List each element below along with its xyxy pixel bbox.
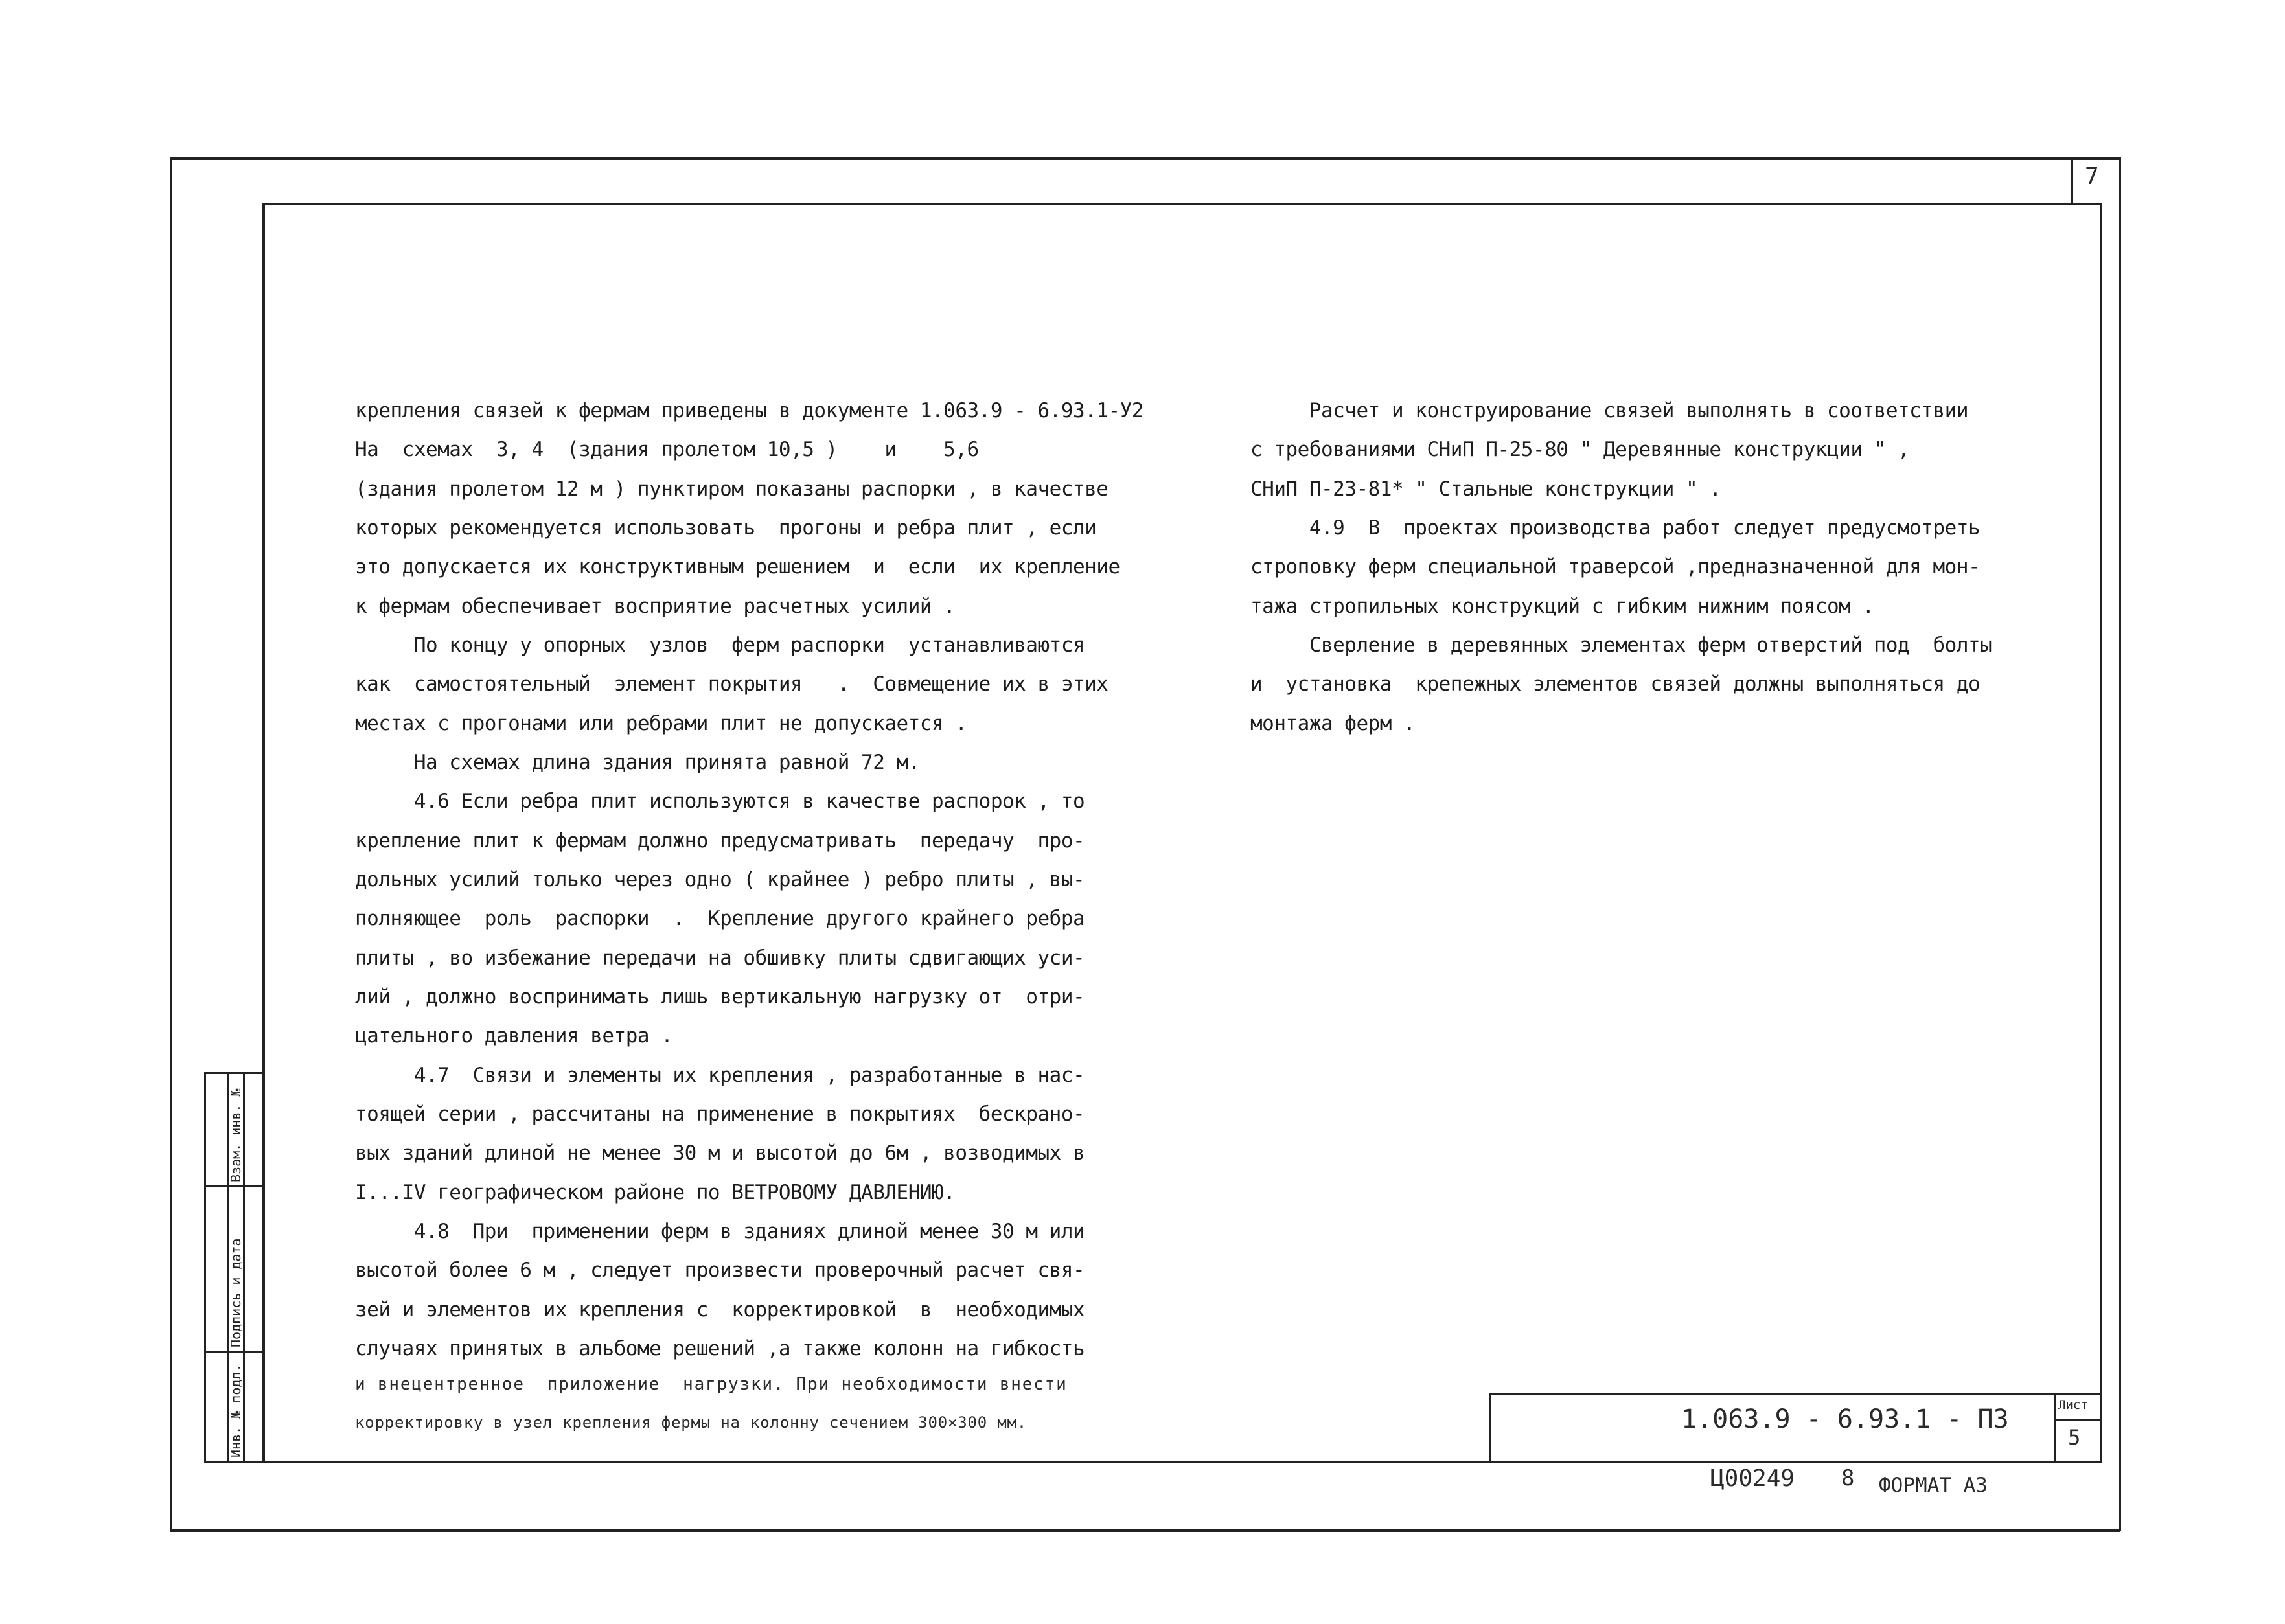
text-line: I...IV географическом районе по ВЕТРОВОМУ ДАВЛЕНИЮ. bbox=[355, 1181, 956, 1204]
text-line: По концу у опорных узлов ферм распорки устанавливаются bbox=[355, 634, 1085, 657]
title-block-sheet-sep bbox=[2054, 1419, 2102, 1421]
text-line: цательного давления ветра . bbox=[355, 1024, 673, 1047]
copy-number: 8 bbox=[1841, 1465, 1855, 1491]
text-line: случаях принятых в альбоме решений ,а также колонн на гибкость bbox=[355, 1337, 1085, 1360]
inner-frame-right bbox=[2100, 203, 2102, 1463]
outer-frame-right bbox=[2119, 157, 2121, 1531]
text-line: лий , должно воспринимать лишь вертикальную нагрузку от отри- bbox=[355, 985, 1085, 1009]
format-label: ФОРМАТ А3 bbox=[1879, 1474, 1988, 1497]
text-line: тоящей серии , рассчитаны на применение в покрытиях бескрано- bbox=[355, 1103, 1085, 1126]
archive-number: Ц00249 bbox=[1710, 1465, 1795, 1492]
text-line: строповку ферм специальной траверсой ,предназначенной для мон- bbox=[1250, 555, 1981, 578]
sheet-number-top: 7 bbox=[2085, 163, 2099, 190]
stamp-top-line bbox=[204, 1072, 264, 1074]
text-line: зей и элементов их крепления с корректировкой в необходимых bbox=[355, 1298, 1085, 1321]
text-line: и установка крепежных элементов связей должны выполняться до bbox=[1250, 672, 1981, 696]
text-line: местах с прогонами или ребрами плит не допускается . bbox=[355, 712, 967, 735]
inner-frame-top bbox=[262, 203, 2102, 205]
text-line: вых зданий длиной не менее 30 м и высотой до 6м , возводимых в bbox=[355, 1141, 1085, 1165]
text-line: На схемах длина здания принята равной 72 м. bbox=[355, 751, 920, 774]
text-line: Расчет и конструирование связей выполнять в соответствии bbox=[1250, 399, 1968, 422]
title-block-sheet-divider bbox=[2054, 1393, 2056, 1463]
text-line: крепление плит к фермам должно предусматривать передачу про- bbox=[355, 829, 1085, 852]
text-line: 4.8 При применении ферм в зданиях длиной менее 30 м или bbox=[355, 1220, 1085, 1243]
title-block-left bbox=[1489, 1393, 1491, 1463]
handwritten-line: и внецентренное приложение нагрузки. При необходимости внести bbox=[355, 1375, 1068, 1394]
text-line: плиты , во избежание передачи на обшивку плиты сдвигающих уси- bbox=[355, 946, 1085, 970]
handwritten-line: корректировку в узел крепления фермы на колонну сечением 300×300 мм. bbox=[355, 1413, 1027, 1432]
inner-frame-left bbox=[262, 203, 265, 1463]
text-line: дольных усилий только через одно ( крайнее ) ребро плиты , вы- bbox=[355, 868, 1085, 891]
stamp-inv-podl: Инв. № подл. bbox=[228, 1364, 244, 1458]
stamp-podpis-data: Подпись и дата bbox=[228, 1238, 244, 1347]
sheet-box-left bbox=[2071, 157, 2073, 203]
text-line: тажа стропильных конструкций с гибким нижним поясом . bbox=[1250, 595, 1874, 618]
text-line: это допускается их конструктивным решением и если их крепление bbox=[355, 555, 1120, 578]
text-line: (здания пролетом 12 м ) пунктиром показаны распорки , в качестве bbox=[355, 477, 1108, 501]
text-line: как самостоятельный элемент покрытия . Совмещение их в этих bbox=[355, 672, 1108, 696]
text-line: крепления связей к фермам приведены в документе 1.063.9 - 6.93.1-У2 bbox=[355, 399, 1143, 422]
text-line: На схемах 3, 4 (здания пролетом 10,5 ) и 5,6 bbox=[355, 438, 979, 461]
text-line: 4.7 Связи и элементы их крепления , разработанные в нас- bbox=[355, 1064, 1085, 1087]
text-line: высотой более 6 м , следует произвести проверочный расчет свя- bbox=[355, 1259, 1085, 1282]
outer-frame-bottom bbox=[170, 1529, 2120, 1532]
text-line: СНиП П-23-81* " Стальные конструкции " . bbox=[1250, 477, 1721, 501]
inner-frame-bottom bbox=[204, 1461, 2102, 1463]
text-line: монтажа ферм . bbox=[1250, 712, 1416, 735]
sheet-label: Лист bbox=[2058, 1398, 2088, 1412]
text-line: полняющее роль распорки . Крепление другого крайнего ребра bbox=[355, 907, 1085, 930]
text-line: Сверление в деревянных элементах ферм отверстий под болты bbox=[1250, 634, 1992, 657]
stamp-vzam-inv: Взам. инв. № bbox=[228, 1088, 244, 1182]
stamp-sep-2 bbox=[204, 1351, 264, 1353]
stamp-left-line bbox=[204, 1072, 206, 1463]
text-line: 4.6 Если ребра плит используются в качестве распорок , то bbox=[355, 790, 1085, 813]
text-line: к фермам обеспечивает восприятие расчетных усилий . bbox=[355, 595, 956, 618]
outer-frame-top bbox=[170, 157, 2120, 160]
document-code: 1.063.9 - 6.93.1 - ПЗ bbox=[1681, 1404, 2009, 1434]
text-line: 4.9 В проектах производства работ следует предусмотреть bbox=[1250, 516, 1981, 540]
title-block-top bbox=[1489, 1393, 2102, 1395]
text-line: которых рекомендуется использовать прогоны и ребра плит , если bbox=[355, 516, 1097, 540]
text-line: с требованиями СНиП П-25-80 " Деревянные конструкции " , bbox=[1250, 438, 1910, 461]
stamp-sep-1 bbox=[204, 1185, 264, 1187]
outer-frame-left bbox=[170, 157, 172, 1531]
sheet-value: 5 bbox=[2068, 1425, 2081, 1450]
